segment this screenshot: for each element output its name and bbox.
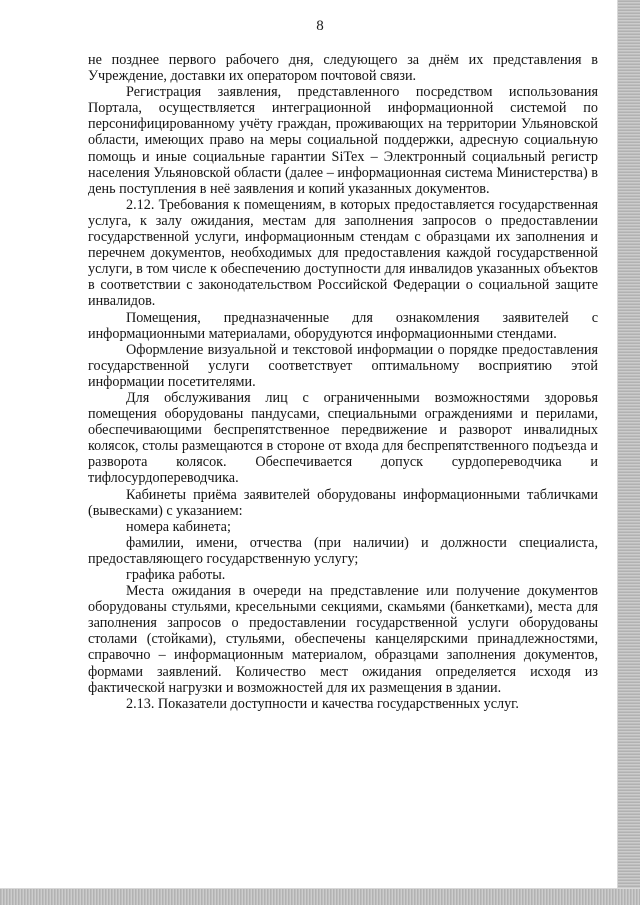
- paragraph-premises: Помещения, предназначенные для ознакомления заявителей с информационными материалами, оборудуются информационными стендами.: [88, 309, 598, 342]
- page-number: 8: [316, 18, 324, 34]
- paragraph-registration: Регистрация заявления, представленного посредством использования Портала, осуществляется интеграционной информационной системой по персонифицированному учёту граждан, проживающих на территории Ульяновской области, имеющих право на меры социальной поддержки, адресную социальную помощь и иные социальные гарантии SiTex – Электронный социальный регистр населения Ульяновской области (далее – информационная система Министерства) в день поступления в неё заявления и копий указанных документов.: [88, 84, 598, 197]
- list-item-specialist-name: фамилии, имени, отчества (при наличии) и должности специалиста, предоставляющего государственную услугу;: [88, 534, 598, 567]
- paragraph-section-2-13: 2.13. Показатели доступности и качества государственных услуг.: [126, 695, 519, 712]
- document-body: [88, 52, 598, 712]
- scan-edge-right: [617, 0, 640, 905]
- list-item-room-number: номера кабинета;: [126, 518, 231, 535]
- scan-edge-bottom: [0, 888, 640, 905]
- paragraph-waiting-areas: Места ожидания в очереди на представление или получение документов оборудованы стульями, кресельными секциями, скамьями (банкетками), места для заполнения запросов о предоставлении государственной услуги оборудованы столами (стойками), стульями, обеспечены канцелярскими принадлежностями, справочно – информационным материалом, образцами заполнения документов, формами заявлений. Количество мест ожидания определяется исходя из фактической нагрузки и возможностей для их размещения в здании.: [88, 583, 598, 696]
- paragraph-continuation: не позднее первого рабочего дня, следующего за днём их представления в Учреждение, доставки их оператором почтовой связи.: [88, 52, 598, 85]
- paragraph-section-2-12: 2.12. Требования к помещениям, в которых предоставляется государственная услуга, к залу ожидания, местам для заполнения запросов о предоставлении государственной услуги, информационным стендам с образцами их заполнения и перечнем документов, необходимых для предоставления каждой государственной услуги, в том числе к обеспечению доступности для инвалидов указанных объектов в соответствии с законодательством Российской Федерации о социальной защите инвалидов.: [88, 196, 598, 310]
- paragraph-offices: Кабинеты приёма заявителей оборудованы информационными табличками (вывесками) с указанием:: [88, 486, 598, 519]
- paragraph-visual-info: Оформление визуальной и текстовой информации о порядке предоставления государственной услуги соответствует оптимальному восприятию этой информации посетителями.: [88, 341, 598, 390]
- list-item-schedule: графика работы.: [126, 567, 226, 583]
- paragraph-accessibility: Для обслуживания лиц с ограниченными возможностями здоровья помещения оборудованы пандусами, специальными ограждениями и перилами, обеспечивающими беспрепятственное передвижение и разворот инвалидных колясок, столы размещаются в стороне от входа для беспрепятственного подъезда и разворота колясок. Обеспечивается допуск сурдопереводчика и тифлосурдопереводчика.: [88, 389, 598, 487]
